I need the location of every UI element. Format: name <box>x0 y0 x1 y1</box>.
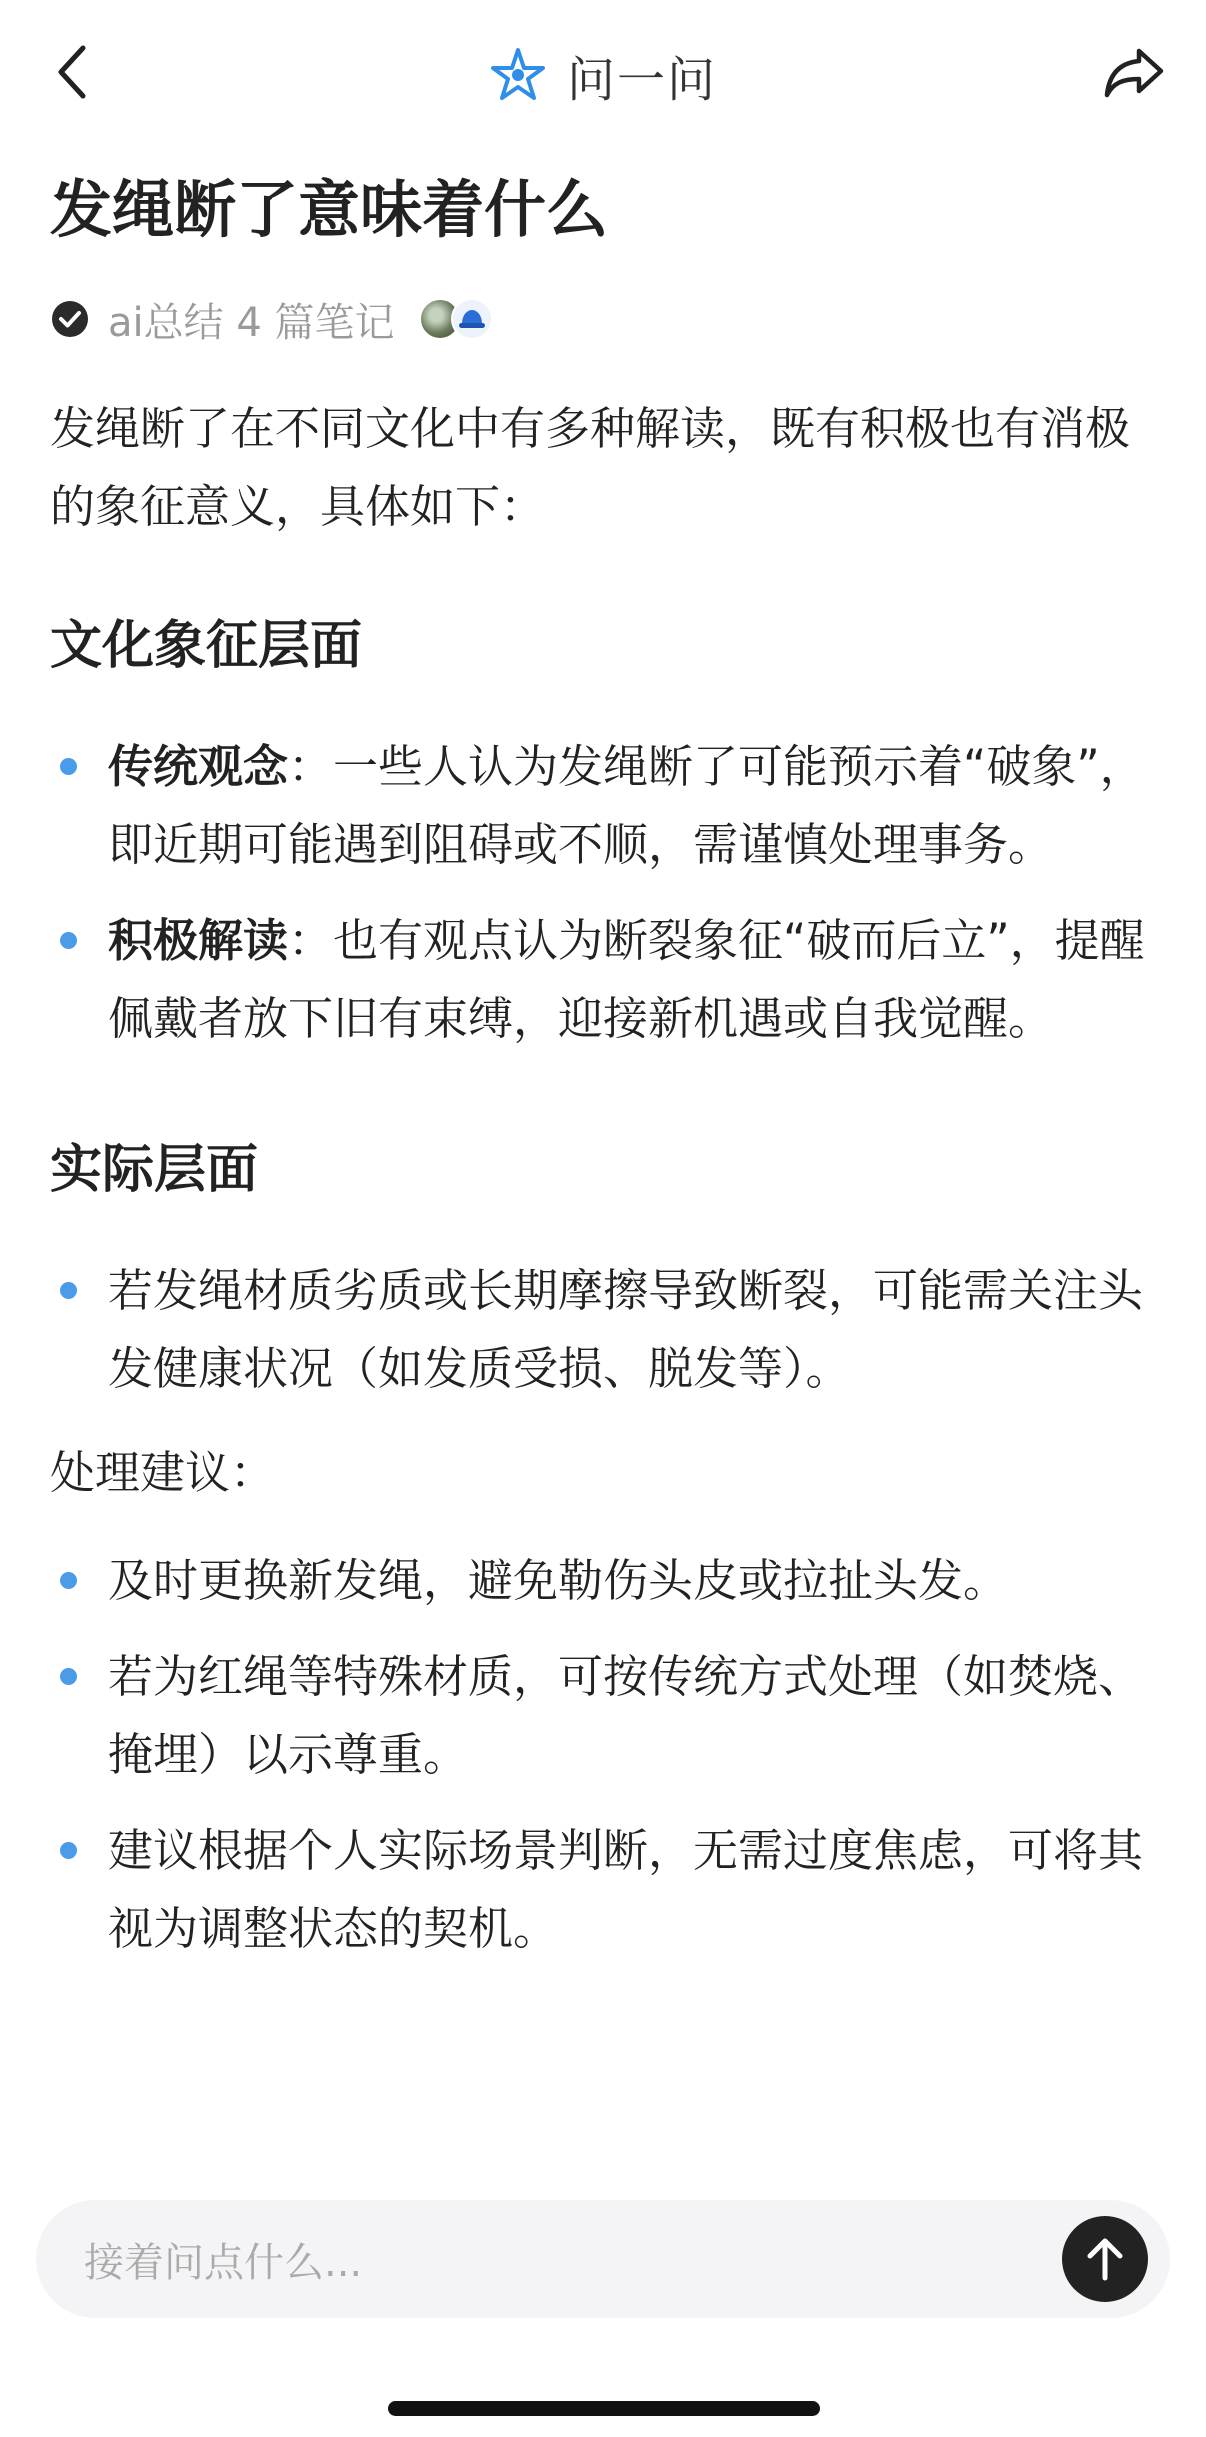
bullet-dot <box>60 1572 77 1589</box>
send-button[interactable] <box>1062 2216 1148 2302</box>
note-avatars <box>419 298 493 340</box>
list-item-text: 及时更换新发绳，避免勒伤头皮或拉扯头发。 <box>108 1554 1009 1607</box>
bullet-dot <box>60 1668 77 1685</box>
list-item <box>50 1542 1160 1620</box>
bullet-dot <box>60 932 77 949</box>
practical-list <box>50 1252 1160 1408</box>
list-item-text: 若发绳材质劣质或长期摩擦导致断裂，可能需关注头发健康状况（如发质受损、脱发等）。 <box>108 1264 1144 1395</box>
list-item <box>50 1812 1160 1968</box>
answer-content <box>50 390 1160 1986</box>
nav-title <box>0 40 1206 110</box>
home-indicator[interactable] <box>388 2401 820 2416</box>
list-item <box>50 1638 1160 1794</box>
section-heading-culture: 文化象征层面 <box>50 616 363 676</box>
advice-list <box>50 1542 1160 1968</box>
page-title: 发绳断了意味着什么 <box>50 173 609 246</box>
sparkle-logo-icon <box>489 46 547 104</box>
section-heading-practical: 实际层面 <box>50 1140 259 1200</box>
list-item-text: ：也有观点认为断裂象征“破而后立”，提醒佩戴者放下旧有束缚，迎接新机遇或自我觉醒。 <box>108 914 1145 1045</box>
list-item <box>50 728 1160 884</box>
culture-list <box>50 728 1160 1058</box>
check-circle-icon <box>50 299 90 339</box>
advice-label: 处理建议： <box>50 1446 276 1499</box>
follow-up-placeholder[interactable]: 接着问点什么... <box>84 2239 363 2286</box>
list-item-text: 建议根据个人实际场景判断，无需过度焦虑，可将其视为调整状态的契机。 <box>108 1824 1144 1955</box>
ai-summary-meta[interactable] <box>50 284 493 354</box>
follow-up-input[interactable] <box>36 2200 1170 2318</box>
bullet-dot <box>60 1282 77 1299</box>
list-item-text: 若为红绳等特殊材质，可按传统方式处理（如焚烧、掩埋）以示尊重。 <box>108 1650 1144 1781</box>
top-navigation-bar <box>0 0 1206 150</box>
list-item <box>50 1252 1160 1408</box>
nav-title-label: 问一问 <box>566 51 717 108</box>
ai-summary-text: ai总结 4 篇笔记 <box>108 299 395 346</box>
keyword: 积极解读 <box>108 914 289 967</box>
share-button[interactable] <box>1094 36 1174 108</box>
avatar <box>451 298 493 340</box>
blue-hat-icon <box>458 308 486 330</box>
bullet-dot <box>60 1842 77 1859</box>
share-arrow-icon <box>1103 45 1165 99</box>
intro-paragraph: 发绳断了在不同文化中有多种解读，既有积极也有消极的象征意义，具体如下： <box>50 402 1131 533</box>
list-item <box>50 902 1160 1058</box>
bullet-dot <box>60 758 77 775</box>
keyword: 传统观念 <box>108 740 289 793</box>
list-item-text: ：一些人认为发绳断了可能预示着“破象”，即近期可能遇到阻碍或不顺，需谨慎处理事务。 <box>108 740 1145 871</box>
arrow-up-icon <box>1085 2236 1125 2282</box>
